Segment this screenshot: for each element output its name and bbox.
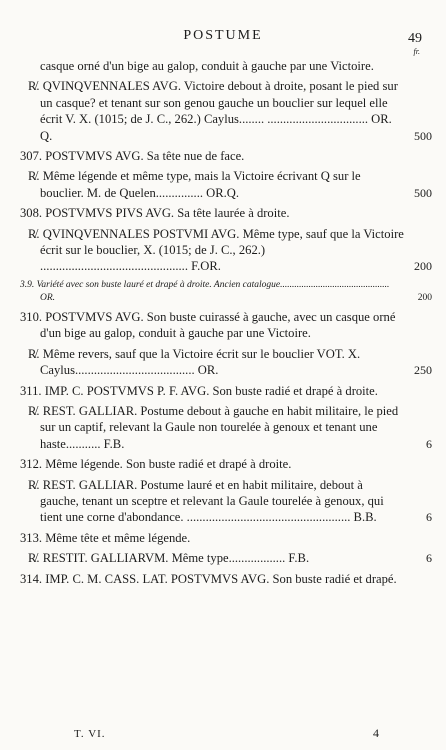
- entry-reverse: [0, 168, 446, 201]
- catalogue-body: [0, 58, 446, 591]
- entry-continuation: [0, 58, 446, 74]
- entry-text: R̸. REST. GALLIAR. Postume debout à gauche en habit militaire, le pied sur un captif, relevant la Gaule non tourelée à genoux et tenant une haste........... F.B.: [28, 403, 399, 451]
- entry-text: 314. IMP. C. M. CASS. LAT. POSTVMVS AVG. Son buste radié et drapé.: [20, 571, 397, 586]
- entry-reverse: [0, 477, 446, 526]
- page-footer: [0, 726, 446, 744]
- entry-reverse: [0, 78, 446, 144]
- running-title: POSTUME: [183, 28, 263, 43]
- page-number: 49: [408, 31, 422, 46]
- entry-price: 500: [414, 185, 432, 200]
- entry-price: 500: [414, 128, 432, 143]
- entry-price: 6: [426, 436, 432, 451]
- entry-text: 310. POSTVMVS AVG. Son buste cuirassé à gauche, avec un casque orné d'un bige au galop, conduit à gauche par une Victoire.: [20, 309, 396, 341]
- volume-signature: T. VI.: [74, 728, 106, 740]
- entry-text: R̸. QVINQVENNALES AVG. Victoire debout à droite, posant le pied sur un casque? et tenant sur son genou gauche un bouclier sur lequel elle écrit V. X. (1015; de J. C., 262.) Caylus........ ................................ OR. Q.: [28, 79, 398, 143]
- entry-310: [0, 309, 446, 342]
- entry-price: 6: [426, 510, 432, 525]
- entry-text: 313. Même tête et même légende.: [20, 530, 191, 545]
- entry-text: 307. POSTVMVS AVG. Sa tête nue de face.: [20, 149, 245, 164]
- entry-text: 312. Même légende. Son buste radié et drapé à droite.: [20, 457, 292, 472]
- entry-314: [0, 571, 446, 587]
- entry-text: R̸. Même légende et même type, mais la Victoire écrivant Q sur le bouclier. M. de Quelen............... OR.Q.: [28, 169, 361, 200]
- entry-reverse: [0, 346, 446, 379]
- currency-unit: fr.: [413, 47, 420, 56]
- entry-309: [0, 279, 446, 305]
- entry-313: [0, 530, 446, 546]
- entry-reverse: [0, 550, 446, 566]
- entry-312: [0, 456, 446, 472]
- entry-text: R̸. REST. GALLIAR. Postume lauré et en habit militaire, debout à gauche, tenant un sceptre et relevant la Gaule tourelée à genoux, qui tient une corne d'abondance. .................................................... B.B.: [28, 477, 384, 525]
- entry-308: [0, 205, 446, 221]
- entry-text: casque orné d'un bige au galop, conduit à gauche par une Victoire.: [40, 59, 374, 73]
- entry-text: R̸. QVINQVENNALES POSTVMI AVG. Même type, sauf que la Victoire écrit sur le bouclier, X. (1015; de J. C., 262.) ............................................... F.OR.: [28, 226, 404, 274]
- entry-reverse: [0, 403, 446, 452]
- entry-text: 308. POSTVMVS PIVS AVG. Sa tête laurée à droite.: [20, 206, 290, 221]
- entry-text: 3.9. Variété avec son buste lauré et drapé à droite. Ancien catalogue.............................................. OR.: [20, 279, 390, 303]
- entry-311: [0, 383, 446, 399]
- entry-text: 311. IMP. C. POSTVMVS P. F. AVG. Son buste radié et drapé à droite.: [20, 383, 378, 398]
- entry-price: 6: [426, 551, 432, 566]
- entry-reverse: [0, 226, 446, 275]
- entry-price: 250: [414, 363, 432, 378]
- sheet-number: 4: [373, 726, 379, 740]
- entry-307: [0, 148, 446, 164]
- entry-price: 200: [417, 292, 432, 303]
- entry-text: R̸. Même revers, sauf que la Victoire écrit sur le bouclier VOT. X. Caylus...................................... OR.: [28, 346, 361, 378]
- page-header: [0, 26, 446, 56]
- entry-price: 200: [414, 259, 432, 274]
- entry-text: R̸. RESTIT. GALLIARVM. Même type.................. F.B.: [28, 551, 310, 566]
